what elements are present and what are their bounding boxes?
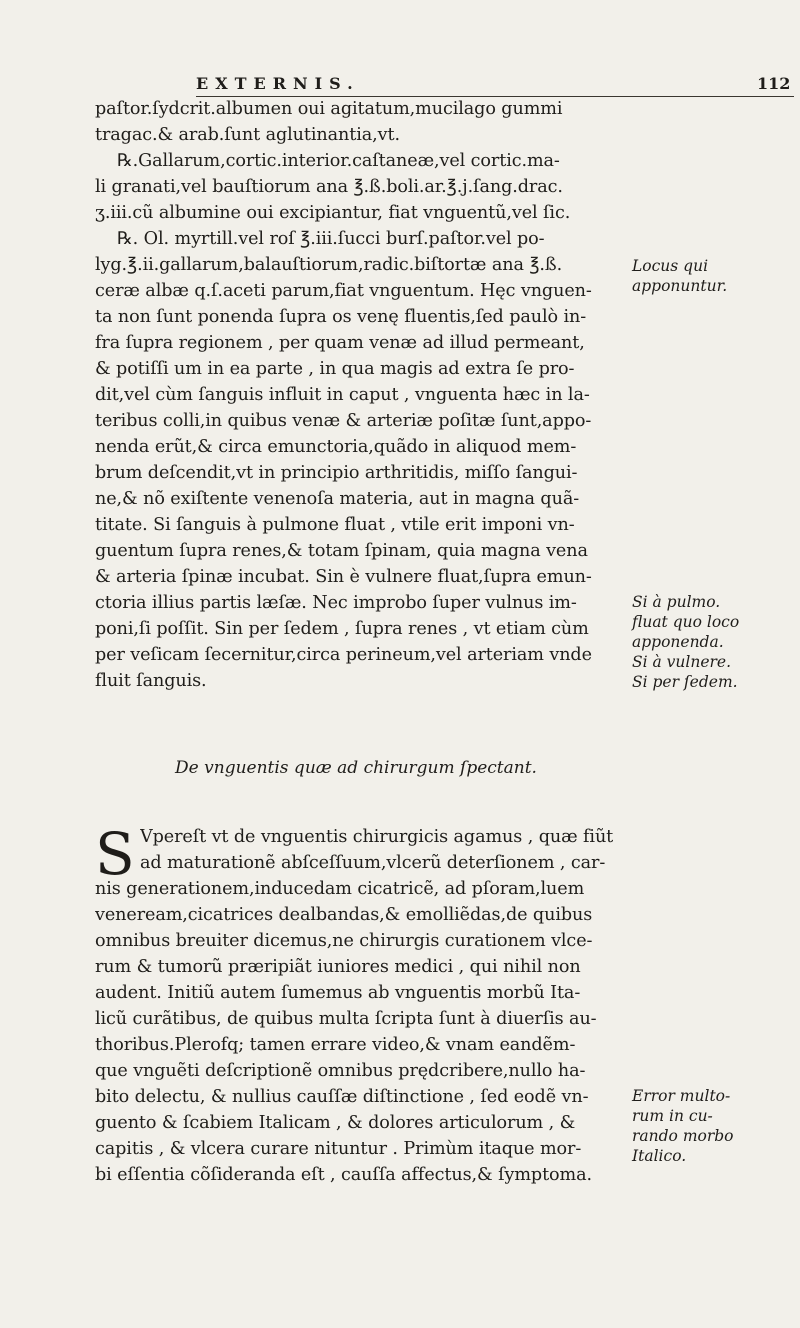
text-line: ʒ.iii.cũ albumine oui excipiantur, fiat vnguentũ,vel ſic. — [95, 203, 571, 223]
text-line: brum deſcendit,vt in principio arthritidis, miſſo ſangui- — [95, 463, 578, 483]
margin-note-line: Locus qui — [632, 257, 709, 275]
text-line: audent. Initiũ autem ſumemus ab vnguentis morbũ Ita- — [95, 983, 581, 1003]
margin-note-line: rando morbo — [632, 1127, 734, 1145]
margin-note-line: apponuntur. — [632, 277, 728, 295]
text-line: capitis , & vlcera curare nituntur . Primùm itaque mor- — [95, 1139, 582, 1159]
text-line: lyg.℥.ii.gallarum,balauſtiorum,radic.biſtortæ ana ℥.ß. — [95, 255, 563, 275]
text-line: guentum ſupra renes,& totam ſpinam, quia magna vena — [95, 541, 588, 561]
text-line: ceræ albæ q.ſ.aceti parum,fiat vnguentum. Hęc vnguen- — [95, 281, 592, 301]
text-line: guento & ſcabiem Italicam , & dolores articulorum , & — [95, 1113, 576, 1133]
text-line: veneream,cicatrices dealbandas,& emolliẽdas,de quibus — [95, 905, 593, 925]
margin-note-line: Si à pulmo. — [632, 593, 721, 611]
text-line: licũ curãtibus, de quibus multa ſcripta ſunt à diuerſis au- — [95, 1009, 597, 1029]
text-line: dit,vel cùm ſanguis influit in caput , vnguenta hæc in la- — [95, 385, 590, 405]
text-line: bi eſſentia cõſideranda eſt , cauſſa affectus,& ſymptoma. — [95, 1165, 593, 1185]
text-line: nenda erũt,& circa emunctoria,quãdo in aliquod mem- — [95, 437, 577, 457]
text-line: ctoria illius partis læſæ. Nec improbo ſuper vulnus im- — [95, 593, 577, 613]
text-line: ℞. Ol. myrtill.vel roſ ℥.iii.ſucci burſ.paſtor.vel po- — [117, 229, 545, 249]
margin-note-line: Si per ſedem. — [632, 673, 738, 691]
text-line: & arteria ſpinæ incubat. Sin è vulnere fluat,ſupra emun- — [95, 567, 592, 587]
margin-note-line: Error multo- — [632, 1087, 731, 1105]
text-line: fluit ſanguis. — [95, 671, 207, 691]
text-line: & potiſſi um in ea parte , in qua magis ad extra ſe pro- — [95, 359, 575, 379]
text-line: ad maturationẽ abſceſſuum,vlcerũ deterſionem , car- — [140, 853, 606, 873]
text-line: rum & tumorũ præripiãt iuniores medici , qui nihil non — [95, 957, 581, 977]
text-line: Vpereſt vt de vnguentis chirurgicis agamus , quæ fiũt — [140, 827, 614, 847]
text-line: omnibus breuiter dicemus,ne chirurgis curationem vlce- — [95, 931, 593, 951]
text-line: ne,& nõ exiſtente venenoſa materia, aut in magna quã- — [95, 489, 580, 509]
text-line: ℞.Gallarum,cortic.interior.caſtaneæ,vel cortic.ma- — [117, 151, 560, 171]
text-line: thoribus.Plerofq; tamen errare video,& vnam eandẽm- — [95, 1035, 576, 1055]
text-line: teribus colli,in quibus venæ & arteriæ poſitæ ſunt,appo- — [95, 411, 592, 431]
margin-note-line: apponenda. — [632, 633, 724, 651]
text-line: bito delectu, & nullius cauſſæ diſtinctione , ſed eodẽ vn- — [95, 1087, 589, 1107]
text-line: nis generationem,inducedam cicatricẽ, ad pſoram,luem — [95, 879, 585, 899]
drop-cap: S — [95, 820, 135, 888]
margin-note-line: Italico. — [632, 1147, 687, 1165]
text-line: tragac.& arab.ſunt aglutinantia,vt. — [95, 125, 400, 145]
running-head — [196, 68, 796, 96]
margin-note-line: Si à vulnere. — [632, 653, 732, 671]
text-line: ta non ſunt ponenda ſupra os venę fluentis,ſed paulò in- — [95, 307, 587, 327]
text-line: per veſicam ſecernitur,circa perineum,vel arteriam vnde — [95, 645, 592, 665]
text-line: li granati,vel bauſtiorum ana ℥.ß.boli.ar.℥.j.ſang.drac. — [95, 177, 563, 197]
text-line: que vnguẽti deſcriptionẽ omnibus prędcribere,nullo ha- — [95, 1061, 586, 1081]
text-line: fra ſupra regionem , per quam venæ ad illud permeant, — [95, 333, 585, 353]
text-line: poni,ſi poſſit. Sin per ſedem , ſupra renes , vt etiam cùm — [95, 619, 589, 639]
text-line: titate. Si ſanguis à pulmone fluat , vtile erit imponi vn- — [95, 515, 575, 535]
margin-note-line: rum in cu- — [632, 1107, 713, 1125]
text-line: paſtor.ſydcrit.albumen oui agitatum,mucilago gummi — [95, 99, 563, 119]
margin-note-line: fluat quo loco — [632, 613, 740, 631]
running-head-title: EXTERNIS. — [196, 74, 360, 93]
section-heading: De vnguentis quæ ad chirurgum ſpectant. — [175, 758, 537, 778]
page-number: 112 — [757, 74, 791, 93]
